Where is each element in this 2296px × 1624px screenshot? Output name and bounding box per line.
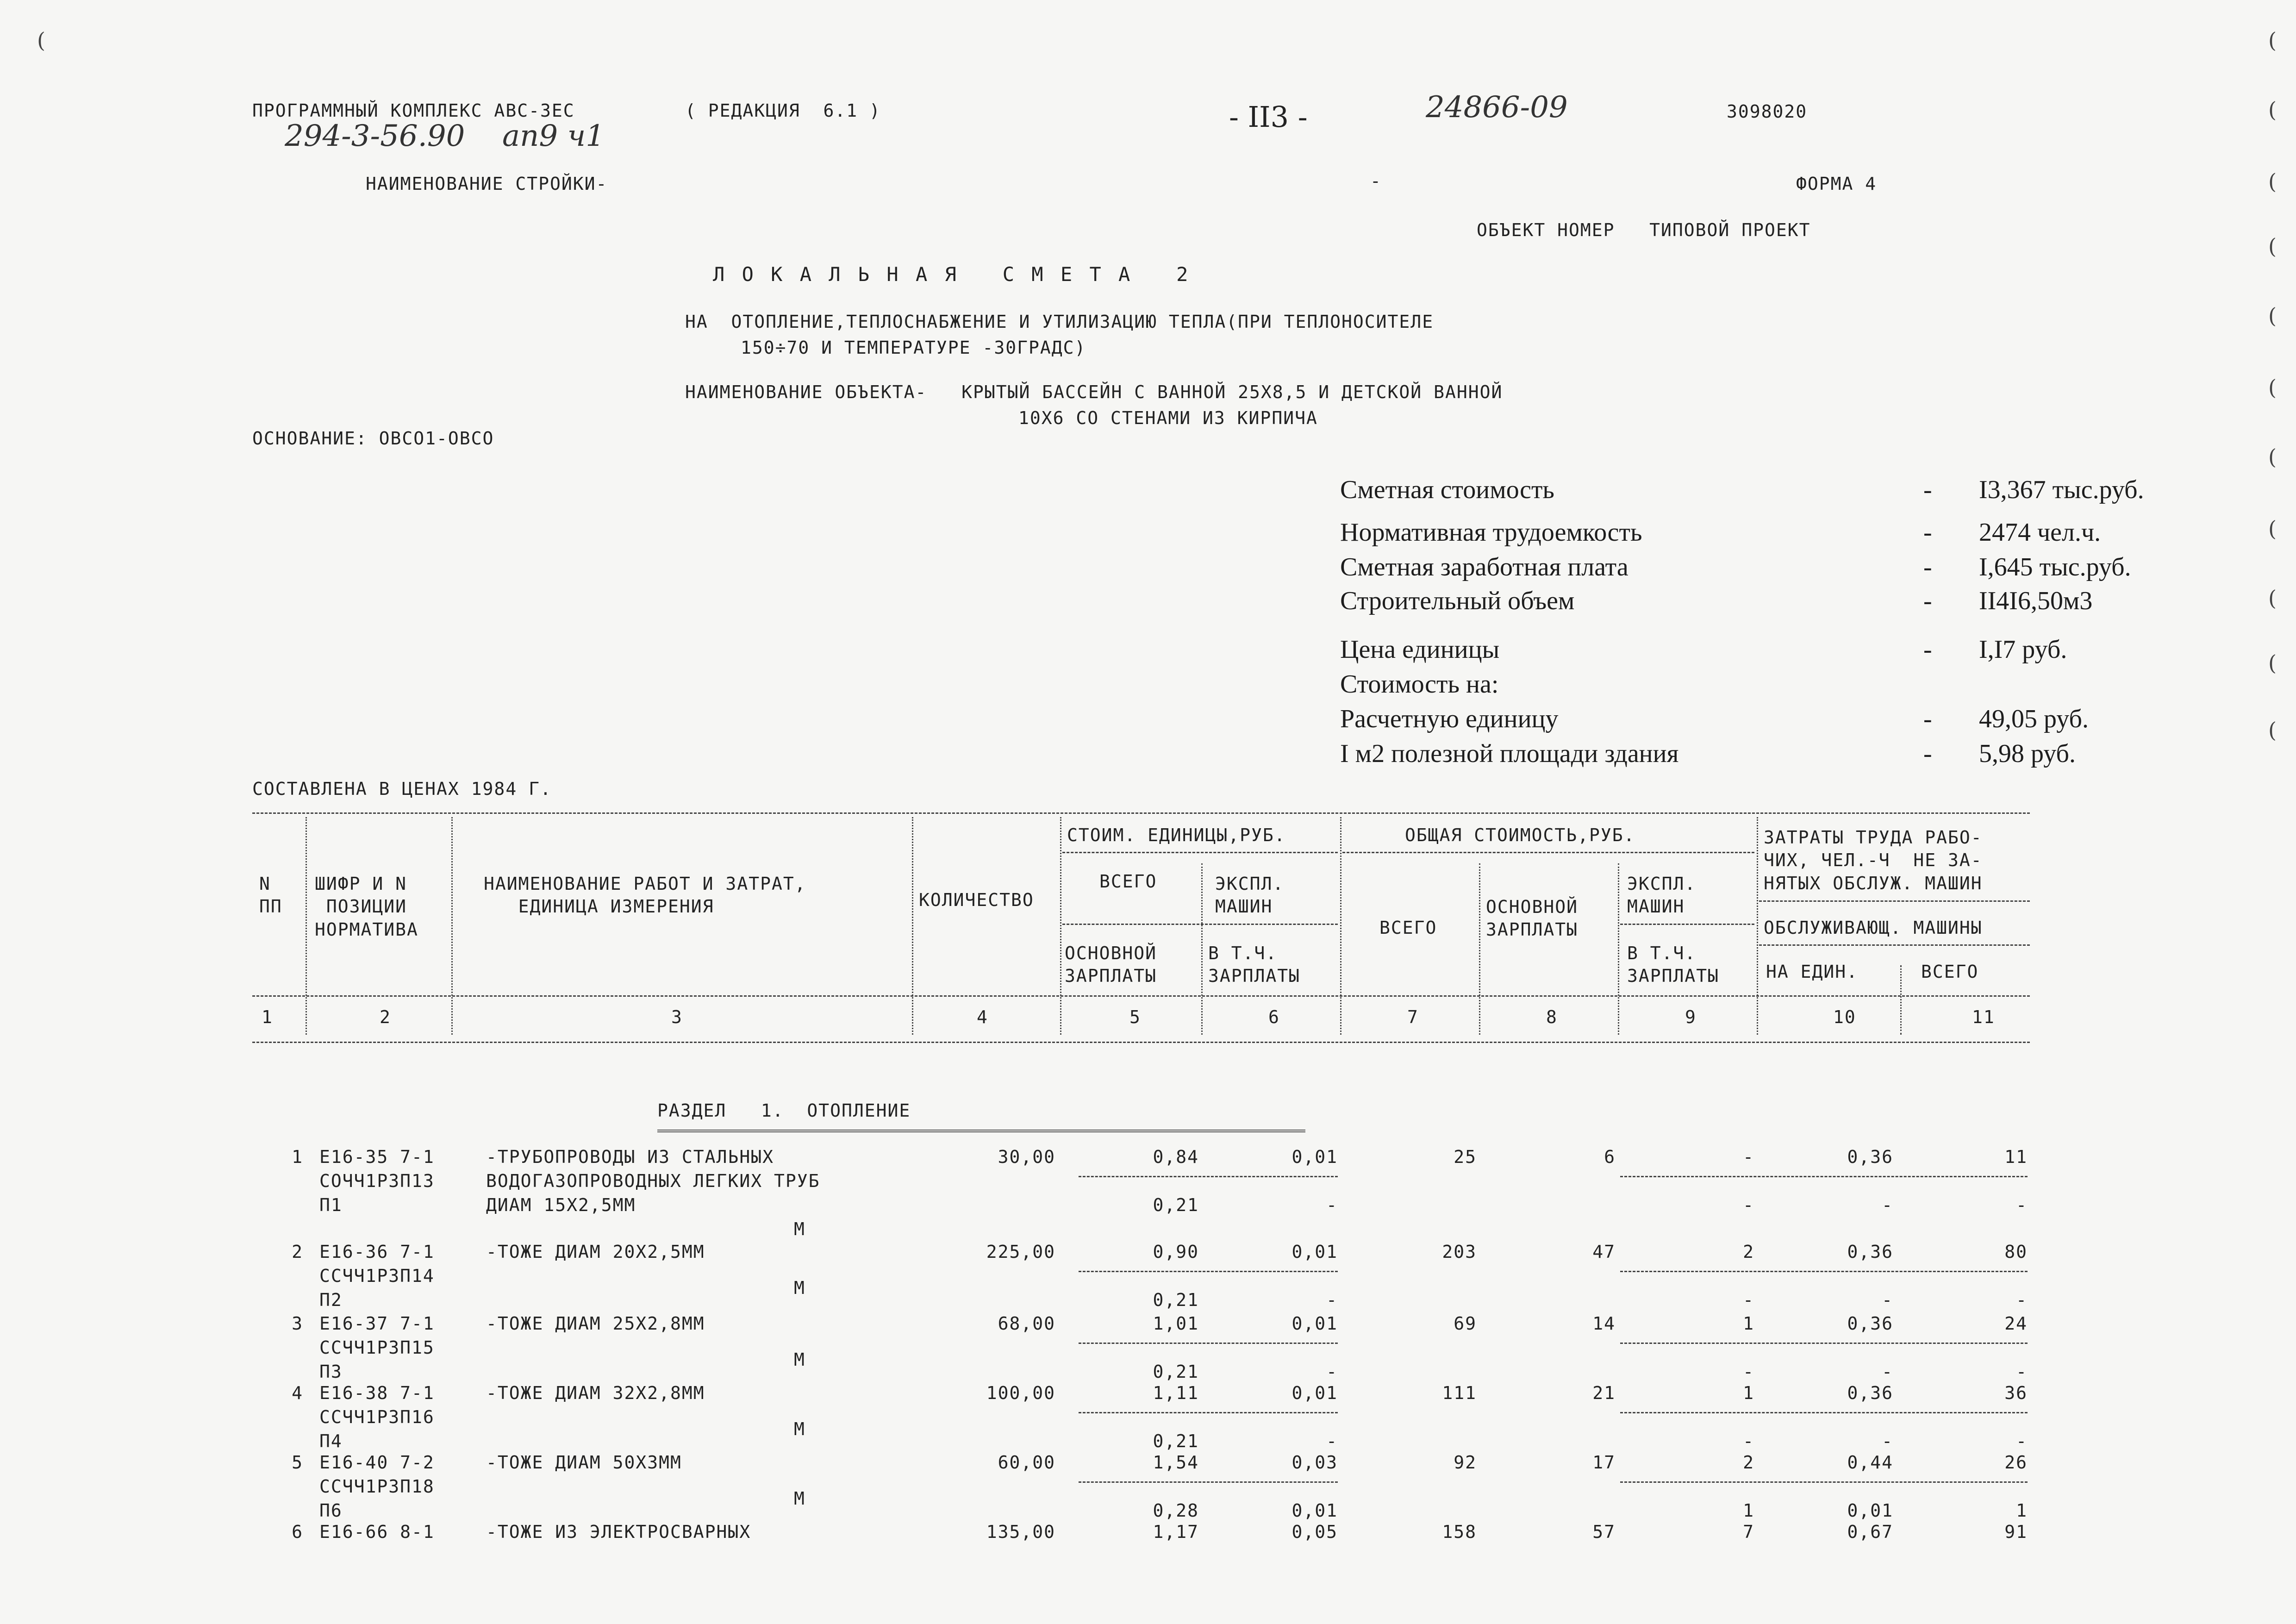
row-number: 6: [292, 1522, 303, 1542]
header-dash: -: [1370, 171, 1382, 191]
margin-mark: (: [2268, 169, 2277, 194]
prices-note: СОСТАВЛЕНА В ЦЕНАХ 1984 Г.: [252, 779, 552, 799]
row-desc: -ТОЖЕ ДИАМ 32Х2,8ММ: [486, 1383, 705, 1403]
summary-label: Стоимость на:: [1340, 670, 1499, 699]
col-sep: [451, 817, 453, 1035]
row-code-2: ССЧЧ1РЗП18: [319, 1476, 435, 1497]
column-number: 2: [380, 1007, 391, 1027]
head-machines: ОБСЛУЖИВАЮЩ. МАШИНЫ: [1764, 918, 1983, 938]
margin-mark: (: [2268, 650, 2277, 675]
handwritten-code-2: ап9 ч1: [502, 119, 605, 153]
row-machine-wages: 1: [1743, 1500, 1754, 1521]
row-sub-line: [1620, 1271, 2028, 1272]
row-unit-machine-wages: -: [1326, 1195, 1338, 1215]
row-machine-wages: -: [1743, 1195, 1754, 1215]
row-unit-machines: 0,05: [1292, 1522, 1338, 1542]
row-labor-total: 80: [2004, 1242, 2028, 1262]
summary-dash: -: [1923, 587, 1932, 615]
row-unit: М: [794, 1488, 805, 1509]
row-unit-machines: 0,03: [1292, 1452, 1338, 1473]
row-total-wages: 57: [1592, 1522, 1616, 1542]
head-total-11: ВСЕГО: [1921, 962, 1979, 982]
object-number: ОБЪЕКТ НОМЕР ТИПОВОЙ ПРОЕКТ: [1477, 220, 1811, 240]
summary-dash: -: [1923, 518, 1932, 547]
row-machine-labor-unit: -: [1882, 1290, 1893, 1310]
program-name: ПРОГРАММНЫЙ КОМПЛЕКС АВС-ЗЕС: [252, 100, 575, 121]
row-machine-wages: -: [1743, 1290, 1754, 1310]
row-desc: -ТРУБОПРОВОДЫ ИЗ СТАЛЬНЫХ: [486, 1147, 774, 1167]
row-labor-total: 36: [2004, 1383, 2028, 1403]
column-number: 9: [1685, 1007, 1697, 1027]
row-sub-line: [1620, 1412, 2028, 1413]
column-number: 1: [262, 1007, 273, 1027]
row-code: Е16-35 7-1: [319, 1147, 435, 1167]
row-code: Е16-40 7-2: [319, 1452, 435, 1473]
row-unit-machines: 0,01: [1292, 1313, 1338, 1334]
purpose-line-1: НА ОТОПЛЕНИЕ,ТЕПЛОСНАБЖЕНИЕ И УТИЛИЗАЦИЮ ТЕПЛА(ПРИ ТЕПЛОНОСИТЕЛЕ: [685, 312, 1434, 332]
row-machine-labor-unit: -: [1882, 1195, 1893, 1215]
col-sep: [306, 817, 307, 1035]
row-machine-wages: -: [1743, 1362, 1754, 1382]
head-vsego: ВСЕГО: [1099, 871, 1157, 892]
row-code-3: П4: [319, 1431, 343, 1451]
row-unit-wages: 0,21: [1153, 1362, 1199, 1382]
row-unit: М: [794, 1419, 805, 1439]
row-code-2: ССЧЧ1РЗП16: [319, 1407, 435, 1427]
summary-value: I3,367 тыс.руб.: [1979, 475, 2144, 504]
row-total-machines: 1: [1743, 1383, 1754, 1403]
subhead-line: [1062, 852, 1338, 853]
summary-dash: -: [1923, 705, 1932, 733]
summary-dash: -: [1923, 553, 1932, 581]
table-head-bottom-line: [252, 995, 2030, 997]
subhead-line: [1759, 944, 2030, 946]
col-sep: [1201, 863, 1203, 1035]
subhead-line: [1062, 924, 1338, 925]
margin-mark: (: [2268, 375, 2277, 400]
row-unit-machines: 0,01: [1292, 1242, 1338, 1262]
row-number: 2: [292, 1242, 303, 1262]
row-unit-wages: 0,28: [1153, 1500, 1199, 1521]
head-col-2: ШИФР И N ПОЗИЦИИ НОРМАТИВА: [315, 874, 418, 940]
row-machine-labor-total: -: [2016, 1195, 2028, 1215]
row-quantity: 30,00: [998, 1147, 1055, 1167]
summary-value: 49,05 руб.: [1979, 705, 2089, 733]
row-code: Е16-38 7-1: [319, 1383, 435, 1403]
head-unit-cost: СТОИМ. ЕДИНИЦЫ,РУБ.: [1067, 825, 1286, 845]
handwritten-code: 294-3-56.90: [285, 119, 465, 153]
column-number: 10: [1833, 1007, 1856, 1027]
row-desc-3: ДИАМ 15Х2,5ММ: [486, 1195, 636, 1215]
row-labor-total: 91: [2004, 1522, 2028, 1542]
margin-mark: (: [2268, 28, 2277, 53]
row-machine-labor-unit: 0,01: [1847, 1500, 1893, 1521]
form-label: ФОРМА 4: [1796, 174, 1877, 194]
row-code-3: П6: [319, 1500, 343, 1521]
column-number: 8: [1546, 1007, 1558, 1027]
row-unit-total: 0,90: [1153, 1242, 1199, 1262]
head-labor: ЗАТРАТЫ ТРУДА РАБО- ЧИХ, ЧЕЛ.-Ч НЕ ЗА- НЯТЫХ ОБСЛУЖ. МАШИН: [1764, 827, 1983, 893]
margin-mark: (: [2268, 234, 2277, 259]
row-desc: -ТОЖЕ ДИАМ 25Х2,8ММ: [486, 1313, 705, 1334]
table-top-line: [252, 812, 2030, 814]
head-col-1: N ПП: [259, 874, 282, 917]
row-total: 25: [1454, 1147, 1477, 1167]
summary-label: Расчетную единицу: [1340, 705, 1559, 733]
row-total-machines: -: [1743, 1147, 1754, 1167]
summary-value: I,I7 руб.: [1979, 635, 2067, 664]
head-per-unit: НА ЕДИН.: [1766, 962, 1859, 982]
doc-code: 3098020: [1727, 101, 1808, 122]
row-code-2: СОЧЧ1РЗП13: [319, 1171, 435, 1191]
column-number: 3: [671, 1007, 683, 1027]
head-vsego-7: ВСЕГО: [1379, 918, 1437, 938]
row-desc-2: ВОДОГАЗОПРОВОДНЫХ ЛЕГКИХ ТРУБ: [486, 1171, 820, 1191]
row-total-wages: 6: [1604, 1147, 1616, 1167]
row-total-wages: 47: [1592, 1242, 1616, 1262]
col-sep: [1479, 863, 1480, 1035]
row-code-3: П1: [319, 1195, 343, 1215]
row-total: 92: [1454, 1452, 1477, 1473]
row-unit-wages: 0,21: [1153, 1290, 1199, 1310]
summary-label: I м2 полезной площади здания: [1340, 739, 1679, 768]
row-desc: -ТОЖЕ ДИАМ 20Х2,5ММ: [486, 1242, 705, 1262]
row-sub-line: [1620, 1343, 2028, 1344]
row-total-wages: 17: [1592, 1452, 1616, 1473]
summary-value: 5,98 руб.: [1979, 739, 2076, 768]
head-ekspl: ЭКСПЛ. МАШИН: [1215, 874, 1285, 917]
row-quantity: 60,00: [998, 1452, 1055, 1473]
row-unit: М: [794, 1278, 805, 1298]
summary-label: Цена единицы: [1340, 635, 1500, 664]
head-ekspl-9: ЭКСПЛ. МАШИН: [1627, 874, 1697, 917]
summary-dash: -: [1923, 739, 1932, 768]
summary-dash: -: [1923, 475, 1932, 504]
summary-label: Нормативная трудоемкость: [1340, 518, 1642, 547]
row-unit-wages: 0,21: [1153, 1431, 1199, 1451]
col-sep: [1340, 817, 1341, 1035]
construction-name: НАИМЕНОВАНИЕ СТРОЙКИ-: [366, 174, 608, 194]
row-labor-total: 26: [2004, 1452, 2028, 1473]
margin-mark: (: [37, 28, 45, 53]
row-labor-unit: 0,36: [1847, 1383, 1893, 1403]
row-unit: М: [794, 1219, 805, 1239]
row-machine-labor-total: 1: [2016, 1500, 2028, 1521]
subhead-line: [1342, 852, 1754, 853]
row-total: 158: [1442, 1522, 1477, 1542]
row-sub-line: [1079, 1176, 1338, 1177]
column-number: 6: [1268, 1007, 1280, 1027]
row-unit-machine-wages: -: [1326, 1290, 1338, 1310]
column-number: 5: [1129, 1007, 1141, 1027]
row-code: Е16-37 7-1: [319, 1313, 435, 1334]
row-sub-line: [1620, 1176, 2028, 1177]
row-machine-labor-total: -: [2016, 1362, 2028, 1382]
head-total-cost: ОБЩАЯ СТОИМОСТЬ,РУБ.: [1405, 825, 1635, 845]
margin-mark: (: [2268, 303, 2277, 328]
row-unit-wages: 0,21: [1153, 1195, 1199, 1215]
head-vtch-9: В Т.Ч. ЗАРПЛАТЫ: [1627, 943, 1720, 987]
row-quantity: 68,00: [998, 1313, 1055, 1334]
row-unit: М: [794, 1349, 805, 1370]
row-unit-total: 1,17: [1153, 1522, 1199, 1542]
row-code-3: П3: [319, 1362, 343, 1382]
row-unit-total: 0,84: [1153, 1147, 1199, 1167]
page-number: - II3 -: [1229, 100, 1308, 134]
row-total-machines: 7: [1743, 1522, 1754, 1542]
row-unit-total: 1,11: [1153, 1383, 1199, 1403]
row-sub-line: [1079, 1412, 1338, 1413]
object-line-2: 10Х6 СО СТЕНАМИ ИЗ КИРПИЧА: [1018, 408, 1318, 428]
row-total: 69: [1454, 1313, 1477, 1334]
row-labor-unit: 0,36: [1847, 1147, 1893, 1167]
summary-label: Сметная заработная плата: [1340, 553, 1628, 581]
row-desc: -ТОЖЕ ИЗ ЭЛЕКТРОСВАРНЫХ: [486, 1522, 751, 1542]
summary-label: Строительный объем: [1340, 587, 1575, 615]
margin-mark: (: [2268, 516, 2277, 541]
row-machine-labor-unit: -: [1882, 1431, 1893, 1451]
row-quantity: 225,00: [986, 1242, 1055, 1262]
head-vtch: В Т.Ч. ЗАРПЛАТЫ: [1208, 943, 1301, 987]
row-number: 4: [292, 1383, 303, 1403]
row-quantity: 100,00: [986, 1383, 1055, 1403]
summary-value: II4I6,50м3: [1979, 587, 2093, 615]
row-unit-machine-wages: -: [1326, 1431, 1338, 1451]
row-total-wages: 14: [1592, 1313, 1616, 1334]
subhead-line: [1759, 900, 2030, 902]
row-sub-line: [1079, 1481, 1338, 1483]
row-labor-total: 11: [2004, 1147, 2028, 1167]
row-labor-total: 24: [2004, 1313, 2028, 1334]
column-number: 11: [1972, 1007, 1995, 1027]
subhead-line: [1620, 924, 1754, 925]
row-total: 203: [1442, 1242, 1477, 1262]
head-osn-8: ОСНОВНОЙ ЗАРПЛАТЫ: [1486, 897, 1578, 940]
col-sep: [1060, 817, 1061, 1035]
handwritten-number: 24866-09: [1426, 90, 1568, 125]
margin-mark: (: [2268, 586, 2277, 611]
row-labor-unit: 0,44: [1847, 1452, 1893, 1473]
head-col-4: КОЛИЧЕСТВО: [919, 890, 1034, 910]
row-labor-unit: 0,67: [1847, 1522, 1893, 1542]
summary-label: Сметная стоимость: [1340, 475, 1554, 504]
section-title: РАЗДЕЛ 1. ОТОПЛЕНИЕ: [657, 1100, 911, 1121]
row-labor-unit: 0,36: [1847, 1313, 1893, 1334]
row-total: 111: [1442, 1383, 1477, 1403]
purpose-line-2: 150÷70 И ТЕМПЕРАТУРЕ -30ГРАДС): [741, 337, 1086, 358]
row-quantity: 135,00: [986, 1522, 1055, 1542]
row-unit-machine-wages: -: [1326, 1362, 1338, 1382]
head-col-3: НАИМЕНОВАНИЕ РАБОТ И ЗАТРАТ, ЕДИНИЦА ИЗМЕРЕНИЯ: [484, 874, 806, 917]
margin-mark: (: [2268, 444, 2277, 469]
object-line-1: НАИМЕНОВАНИЕ ОБЪЕКТА- КРЫТЫЙ БАССЕЙН С ВАННОЙ 25Х8,5 И ДЕТСКОЙ ВАННОЙ: [685, 382, 1503, 402]
column-number: 4: [977, 1007, 988, 1027]
margin-mark: (: [2268, 97, 2277, 122]
edition: ( РЕДАКЦИЯ 6.1 ): [685, 100, 881, 121]
row-unit-machine-wages: 0,01: [1292, 1500, 1338, 1521]
row-total-machines: 1: [1743, 1313, 1754, 1334]
column-number: 7: [1407, 1007, 1419, 1027]
row-number: 3: [292, 1313, 303, 1334]
row-code: Е16-66 8-1: [319, 1522, 435, 1542]
row-sub-line: [1079, 1343, 1338, 1344]
row-desc: -ТОЖЕ ДИАМ 50Х3ММ: [486, 1452, 682, 1473]
col-sep: [1900, 965, 1902, 1035]
row-sub-line: [1620, 1481, 2028, 1483]
row-total-wages: 21: [1592, 1383, 1616, 1403]
summary-value: I,645 тыс.руб.: [1979, 553, 2131, 581]
row-sub-line: [1079, 1271, 1338, 1272]
row-machine-labor-unit: -: [1882, 1362, 1893, 1382]
summary-value: 2474 чел.ч.: [1979, 518, 2101, 547]
estimate-title: Л О К А Л Ь Н А Я С М Е Т А 2: [713, 263, 1191, 286]
head-osn-zarpl: ОСНОВНОЙ ЗАРПЛАТЫ: [1065, 943, 1157, 987]
col-sep: [1757, 817, 1758, 1035]
row-code-2: ССЧЧ1РЗП14: [319, 1266, 435, 1286]
row-machine-wages: -: [1743, 1431, 1754, 1451]
row-code: Е16-36 7-1: [319, 1242, 435, 1262]
margin-mark: (: [2268, 718, 2277, 743]
row-number: 1: [292, 1147, 303, 1167]
summary-dash: -: [1923, 635, 1932, 664]
row-number: 5: [292, 1452, 303, 1473]
section-underline: [657, 1130, 1305, 1132]
col-sep: [912, 817, 913, 1035]
row-machine-labor-total: -: [2016, 1431, 2028, 1451]
row-unit-total: 1,01: [1153, 1313, 1199, 1334]
col-sep: [1618, 863, 1619, 1035]
row-code-2: ССЧЧ1РЗП15: [319, 1337, 435, 1358]
row-total-machines: 2: [1743, 1452, 1754, 1473]
row-unit-machines: 0,01: [1292, 1383, 1338, 1403]
table-numbers-line: [252, 1042, 2030, 1043]
row-unit-total: 1,54: [1153, 1452, 1199, 1473]
row-total-machines: 2: [1743, 1242, 1754, 1262]
row-unit-machines: 0,01: [1292, 1147, 1338, 1167]
row-labor-unit: 0,36: [1847, 1242, 1893, 1262]
row-code-3: П2: [319, 1290, 343, 1310]
basis: ОСНОВАНИЕ: ОВСО1-ОВСО: [252, 428, 494, 449]
row-machine-labor-total: -: [2016, 1290, 2028, 1310]
